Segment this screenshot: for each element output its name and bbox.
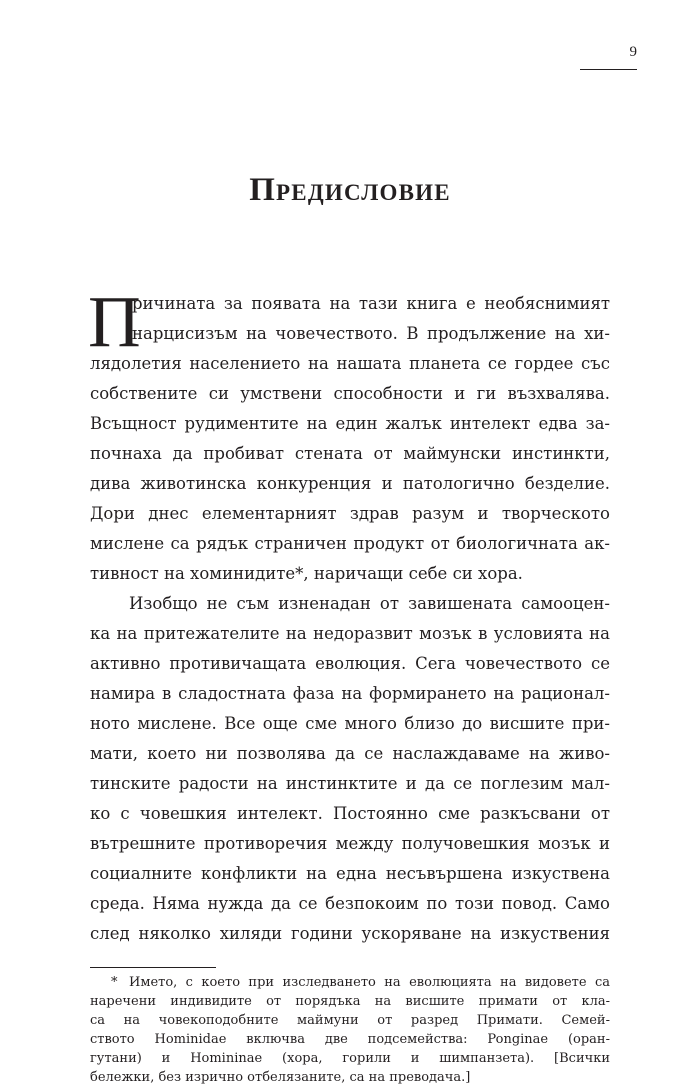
paragraph1-line: мислене са рядък страничен продукт от биологичната ак- <box>90 534 610 553</box>
paragraph2-line: вътрешните противоречия между получовешкия мозък и <box>90 834 610 853</box>
paragraph1-line: тивност на хоминидите*, наричащи себе си хора. <box>90 564 523 583</box>
paragraph2-line: ко с човешкия интелект. Постоянно сме разкъсвани от <box>90 804 610 823</box>
paragraph2-line: намира в сладостната фаза на формирането на рационал- <box>90 684 610 703</box>
footnote-rule <box>90 967 216 968</box>
paragraph1-line: почнаха да пробиват стената от маймунски инстинкти, <box>90 444 610 463</box>
paragraph1-line: дива животинска конкуренция и патологично безделие. <box>90 474 610 493</box>
paragraph1-line: Дори днес елементарният здрав разум и творческото <box>90 504 610 523</box>
footnote-line: наречени индивидите от порядъка на висшите примати от кла- <box>90 994 610 1009</box>
paragraph1-line: ричината за появата на тази книга е необяснимият <box>132 294 610 313</box>
chapter-title: Предисловие <box>249 172 451 208</box>
paragraph1-line: Всъщност рудиментите на един жалък интелект едва за- <box>90 414 610 433</box>
footnote-marker: * <box>111 975 118 990</box>
paragraph2-line: ка на притежателите на недоразвит мозък в условията на <box>90 624 610 643</box>
footnote-line: Името, с което при изследването на еволюцията на видовете са <box>129 975 610 990</box>
paragraph2-line: среда. Няма нужда да се безпокоим по този повод. Само <box>90 894 610 913</box>
drop-cap: П <box>88 281 141 362</box>
paragraph2-line: мати, което ни позволява да се наслаждаваме на живо- <box>90 744 610 763</box>
paragraph1-line: собствените си умствени способности и ги възхвалява. <box>90 384 610 403</box>
paragraph2-line: тинските радости на инстинктите и да се поглезим мал- <box>90 774 610 793</box>
paragraph2-line: активно противичащата еволюция. Сега човечеството се <box>90 654 610 673</box>
paragraph1-line: лядолетия населението на нашата планета се гордее със <box>90 354 610 373</box>
footnote-line: гутани) и Homininae (хора, горили и шимпанзета). [Всички <box>90 1051 610 1066</box>
paragraph1-line: нарцисизъм на човечеството. В продължение на хи- <box>132 324 610 343</box>
paragraph2-line: Изобщо не съм изненадан от завишената самооцен- <box>129 594 610 613</box>
page-number: 9 <box>629 44 637 60</box>
footnote-line: са на човекоподобните маймуни от разред Примати. Семей- <box>90 1013 610 1028</box>
paragraph2-line: ното мислене. Все още сме много близо до висшите при- <box>90 714 610 733</box>
footnote-line: ството Hominidae включва две подсемейства: Ponginae (оран- <box>90 1032 610 1047</box>
paragraph2-line: социалните конфликти на една несъвършена изкуствена <box>90 864 610 883</box>
paragraph2-line: след няколко хиляди години ускоряване на изкуствения <box>90 924 610 943</box>
header-rule <box>580 69 637 70</box>
footnote-line: бележки, без изрично отбелязаните, са на преводача.] <box>90 1070 471 1085</box>
